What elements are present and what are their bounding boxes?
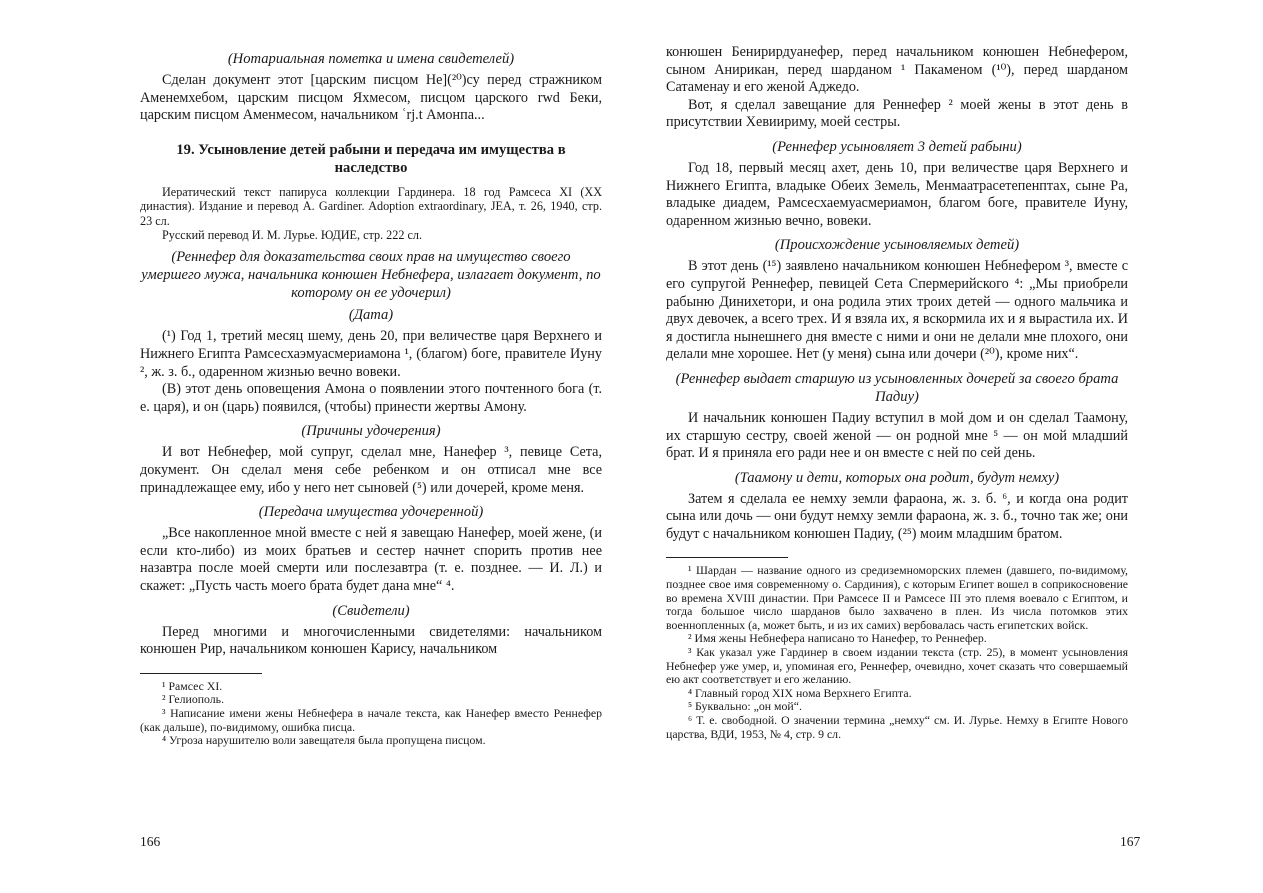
footnote: ¹ Шардан — название одного из средиземноморских племен (давшего, по-видимому, позднее свое имя современному о. Сардиния), с которым Египет вошел в соприкосновение во времена XVIII династии. При Рамсесе II и Рамсесе III это племя воевало с Египтом, и тогда большое число шарданов было захвачено в плен. Из числа потомков этих военнопленных (а, может быть, и из их самих) вербовалась часть египетских войск. [666,563,1128,632]
subheading-origin: (Происхождение усыновляемых детей) [774,237,1020,254]
footnote: ¹ Рамсес XI. [162,678,223,693]
footnote: ⁵ Буквально: „он мой“. [688,699,802,714]
right-page-column [666,44,1128,741]
page-number-left: 166 [140,834,161,849]
footnote: ³ Как указал уже Гардинер в своем издании текста (стр. 25), в момент усыновления Небнефер уже умер, и, упоминая его, Реннефер, очевидно, хочет сказать что совершаемый ею акт соответствует и его желанию. [666,645,1128,687]
subheading-intro: (Реннефер для доказательства своих прав на имущество своего умершего мужа, начальника конюшен Небнефера, излагает документ, по которому он ее удочерил) [141,249,601,302]
paragraph-transfer: „Все накопленное мной вместе с ней я завещаю Нанефер, моей жене, (и если кто-либо) из моих братьев и сестер начнет спорить против нее назавтра после моей смерти или послезавтра (т. е. позднее. — И. Л.) и скажет: „Пусть часть моего брата будет дана мне“ ⁴. [140,525,602,594]
source-note: Иератический текст папируса коллекции Гардинера. 18 год Рамсеса XI (XX династия). Издание и перевод A. Gardiner. Adoption extraordinary, JEA, т. 26, 1940, стр. 23 сл. [140,184,602,228]
paragraph-date-1: (¹) Год 1, третий месяц шему, день 20, при величестве царя Верхнего и Нижнего Египта Рамсесхаэмуасмериамона ¹, (благом) боге, правителе Иуну ², ж. з. б., одаренном жизнью вечно вовеки. [140,328,602,380]
section-title: 19. Усыновление детей рабыни и передача им имущества в наследство [176,141,566,176]
subheading-gives: (Реннефер выдает старшую из усыновленных дочерей за своего брата Падиу) [675,370,1119,405]
footnote: ³ Написание имени жены Небнефера в начале текста, как Нанефер вместо Реннефер (как дальше), по-видимому, ошибка писца. [140,705,602,734]
paragraph-will: Вот, я сделал завещание для Реннефер ² моей жены в этот день в присутствии Хевиириму, моей сестры. [666,96,1128,131]
subheading-date: (Дата) [348,307,394,324]
paragraph-date-2: (В) этот день оповещения Амона о появлении этого почтенного бога (т. е. царя), и он (царь) появился, (чтобы) принести жертвы Амону. [140,381,602,415]
paragraph-year-18: Год 18, первый месяц ахет, день 10, при величестве царя Верхнего и Нижнего Египта, владыке Обеих Земель, Менмаатрасетепенптах, сыне Ра, владыке диадем, Рамсесхаемуасмериамон, благом боге, правителе Иуну, одаренном жизнью вечно, вовеки. [666,159,1128,229]
paragraph-continuation: конюшен Бенирирдуанефер, перед начальником конюшен Небнефером, сыном Анирикан, перед шарданом ¹ Пакаменом (¹⁰), перед шарданом Сатаменау и его женой Аджедо. [666,44,1128,96]
subheading-witnesses: (Свидетели) [332,602,410,619]
paragraph-notarial: Сделан документ этот [царским писцом Не](²⁰)су перед стражником Аменемхебом, царским писцом Яхмесом, писцом царского rwd Беки, царским писцом Аменмесом, начальником ʿrj.t Амонпа... [140,72,602,124]
paragraph-reasons: И вот Небнефер, мой супруг, сделал мне, Нанефер ³, певице Сета, документ. Он сделал меня себе ребенком и он отписал мне все принадлежащее ему, ибо у него нет сыновей (⁵) или дочерей, кроме меня. [140,444,602,496]
page-number-right: 167 [1120,834,1141,849]
footnote: ² Гелиополь. [162,692,225,707]
footnote: ⁴ Главный город XIX нома Верхнего Египта. [688,685,912,700]
paragraph-origin: В этот день (¹⁵) заявлено начальником конюшен Небнефером ³, вместе с его супругой Реннефер, певицей Сета Спермерийского ⁴: „Мы приобрели рабыню Динихетори, и она родила этих троих детей — одного мальчика и двух девочек, а всего трех. И я взяла их, я вскормила их и я вырастила их. И я достигла нынешнего дня вместе с ними и они не делали мне плохого, они делали мне хорошее. Нет (у меня) сына или дочери (²⁰), кроме них“. [666,258,1128,363]
subheading-transfer: (Передача имущества удочеренной) [258,504,484,521]
footnote-divider [140,673,262,674]
subheading-reasons: (Причины удочерения) [301,423,441,440]
subheading-nemhu: (Таамону и дети, которых она родит, будут немху) [734,469,1060,486]
paragraph-witnesses: Перед многими и многочисленными свидетелями: начальником конюшен Рир, начальником конюшен Карису, начальником [140,623,602,658]
footnote: ⁶ Т. е. свободной. О значении термина „немху“ см. И. Лурье. Немху в Египте Нового царства, ВДИ, 1953, № 4, стр. 9 сл. [666,713,1128,741]
footnote-divider [666,557,788,558]
subheading-notarial: (Нотариальная пометка и имена свидетелей) [227,51,515,67]
footnote: ⁴ Угроза нарушителю воли завещателя была пропущена писцом. [162,733,486,748]
left-page-column [140,44,602,748]
footnote: ² Имя жены Небнефера написано то Нанефер, то Реннефер. [688,631,987,646]
paragraph-nemhu: Затем я сделала ее немху земли фараона, ж. з. б. ⁶, и когда она родит сына или дочь — они будут немху земли фараона, ж. з. б., точно так же; они будут с начальником конюшен Падиу, (²⁵) моим младшим братом. [666,490,1128,542]
paragraph-gives: И начальник конюшен Падиу вступил в мой дом и он сделал Таамону, их старшую сестру, своей женой — он родной мне ⁵ — он мой младший брат. И я приняла его ради нее и он вместе с ней по сей день. [666,409,1128,462]
source-note-russian: Русский перевод И. М. Лурье. ЮДИЕ, стр. 222 сл. [162,228,423,242]
subheading-adopts: (Реннефер усыновляет 3 детей рабыни) [772,138,1022,155]
